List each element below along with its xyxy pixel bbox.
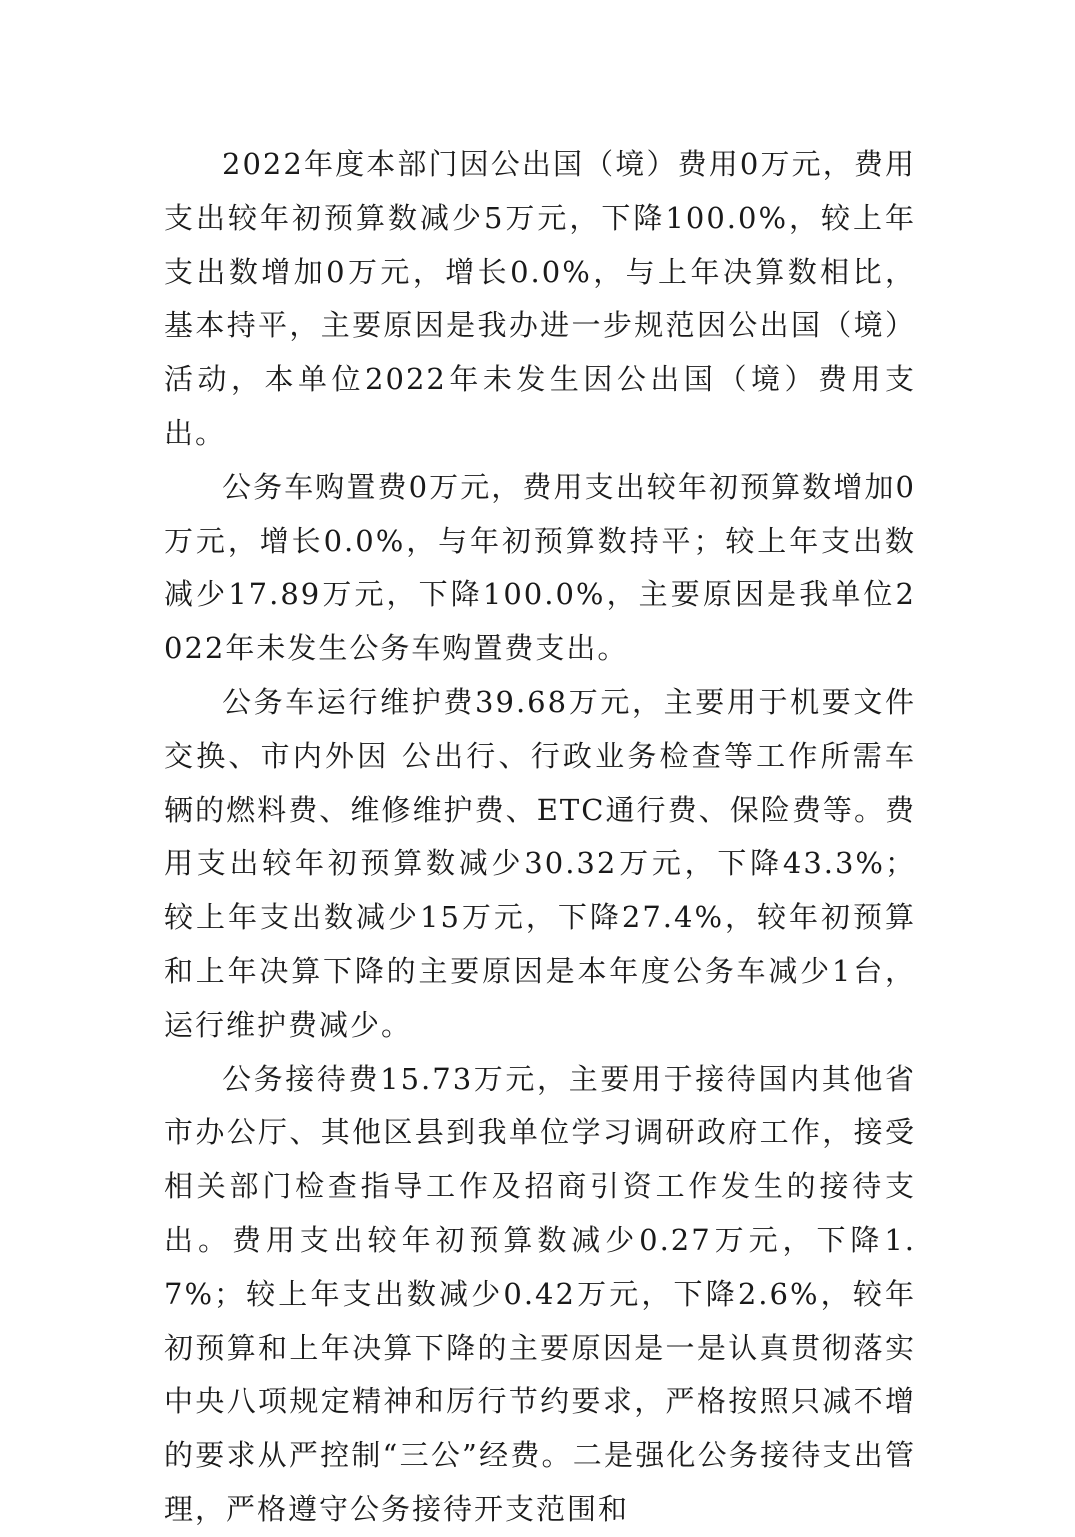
paragraph-overseas-travel: 2022年度本部门因公出国（境）费用0万元，费用支出较年初预算数减少5万元，下降100.0%，较上年支出数增加0万元，增长0.0%，与上年决算数相比，基本持平，主要原因是我办进一步规范因公出国（境）活动，本单位2022年未发生因公出国（境）费用支出。 (164, 147, 916, 450)
document-body (164, 138, 916, 1537)
paragraph-vehicle-maintenance: 公务车运行维护费39.68万元，主要用于机要文件交换、市内外因 公出行、行政业务检查等工作所需车辆的燃料费、维修维护费、ETC通行费、保险费等。费用支出较年初预算数减少30.32万元，下降43.3%；较上年支出数减少15万元，下降27.4%，较年初预算和上年决算下降的主要原因是本年度公务车减少1台，运行维护费减少。 (164, 684, 916, 1042)
paragraph-vehicle-purchase: 公务车购置费0万元，费用支出较年初预算数增加0万元，增长0.0%，与年初预算数持平；较上年支出数减少17.89万元，下降100.0%，主要原因是我单位2022年未发生公务车购置费支出。 (164, 469, 916, 666)
paragraph-reception: 公务接待费15.73万元，主要用于接待国内其他省市办公厅、其他区县到我单位学习调研政府工作，接受相关部门检查指导工作及招商引资工作发生的接待支出。费用支出较年初预算数减少0.27万元，下降1.7%；较上年支出数减少0.42万元，下降2.6%，较年初预算和上年决算下降的主要原因是一是认真贯彻落实中央八项规定精神和厉行节约要求，严格按照只减不增的要求从严控制“三公”经费。二是强化公务接待支出管理，严格遵守公务接待开支范围和 (164, 1061, 916, 1526)
